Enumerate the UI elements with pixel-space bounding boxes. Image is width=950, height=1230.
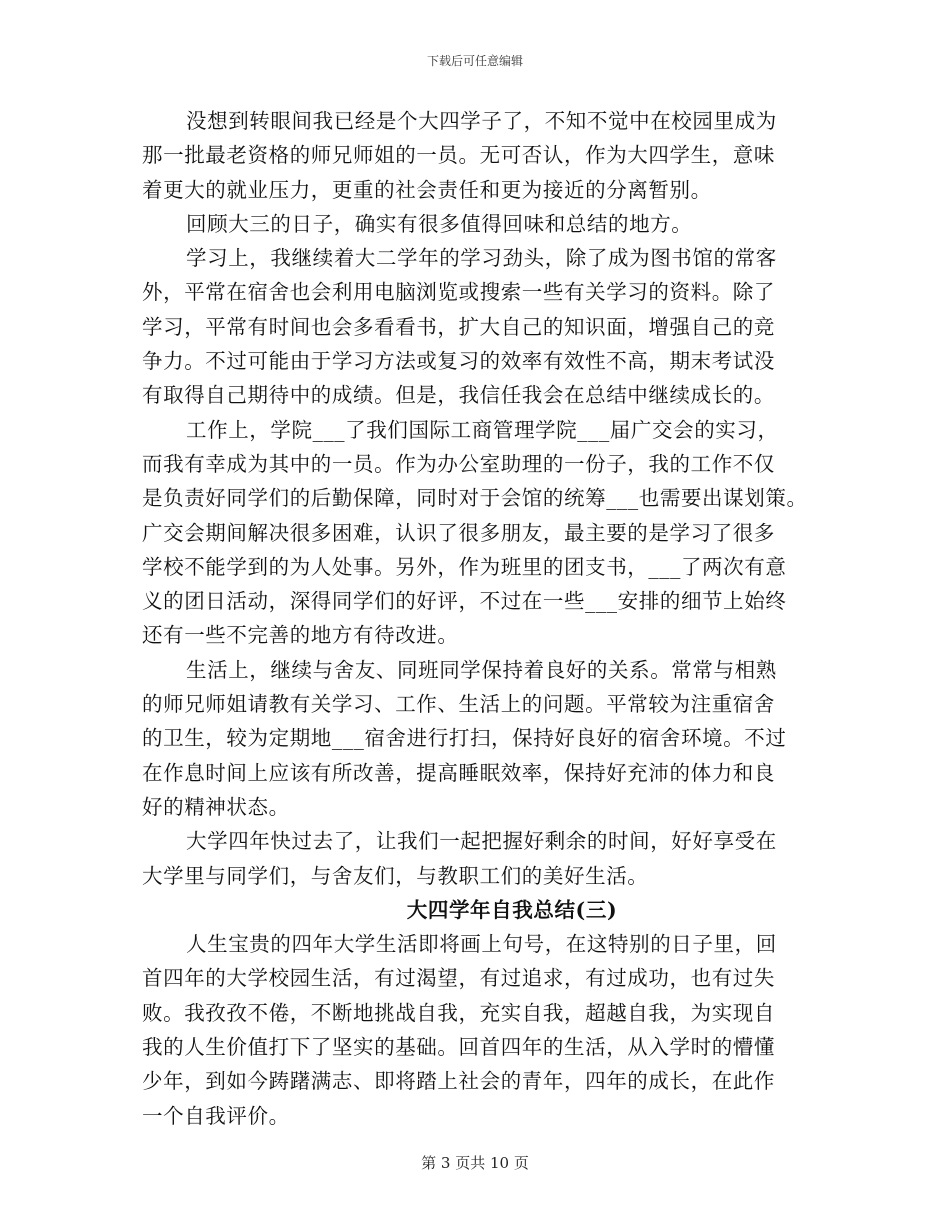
text-line: 学习上，我继续着大二学年的学习劲头，除了成为图书馆的常客 xyxy=(186,246,777,271)
text-line: 广交会期间解决很多困难，认识了很多朋友，最主要的是学习了很多 xyxy=(142,520,775,545)
text-line: 首四年的大学校园生活，有过渴望，有过追求，有过成功，也有过失 xyxy=(142,966,775,991)
page-number-footer: 第 3 页共 10 页 xyxy=(421,1154,529,1172)
text-line: 大学四年快过去了，让我们一起把握好剩余的时间，好好享受在 xyxy=(186,829,777,854)
text-line: 败。我孜孜不倦，不断地挑战自我，充实自我，超越自我，为实现自 xyxy=(142,1000,775,1025)
text-line: 还有一些不完善的地方有待改进。 xyxy=(142,623,459,648)
text-line: 义的团日活动，深得同学们的好评，不过在一些___安排的细节上始终 xyxy=(142,589,787,614)
text-line: 我的人生价值打下了坚实的基础。回首四年的生活，从入学时的懵懂 xyxy=(142,1035,775,1060)
text-line: 大学里与同学们，与舍友们，与教职工们的美好生活。 xyxy=(142,863,649,888)
text-line: 回顾大三的日子，确实有很多值得回味和总结的地方。 xyxy=(186,211,693,236)
text-line: 是负责好同学们的后勤保障，同时对于会馆的统筹___也需要出谋划策。 xyxy=(142,486,808,511)
text-line: 着更大的就业压力，更重的社会责任和更为接近的分离暂别。 xyxy=(142,177,712,202)
text-line: 没想到转眼间我已经是个大四学子了，不知不觉中在校园里成为 xyxy=(186,109,777,133)
text-line: 少年，到如今踌躇满志、即将踏上社会的青年，四年的成长，在此作 xyxy=(142,1069,775,1094)
section-heading: 大四学年自我总结(三) xyxy=(406,897,618,922)
text-line: 一个自我评价。 xyxy=(142,1103,290,1128)
text-line: 人生宝贵的四年大学生活即将画上句号，在这特别的日子里，回 xyxy=(186,932,777,957)
text-line: 在作息时间上应该有所改善，提高睡眠效率，保持好充沛的体力和良 xyxy=(142,760,775,785)
text-line: 那一批最老资格的师兄师姐的一员。无可否认，作为大四学生，意味 xyxy=(142,143,775,168)
document-body xyxy=(142,104,822,1133)
text-line: 而我有幸成为其中的一员。作为办公室助理的一份子，我的工作不仅 xyxy=(142,451,775,476)
page-header-note: 下载后可任意编辑 xyxy=(426,54,523,68)
text-line: 生活上，继续与舍友、同班同学保持着良好的关系。常常与相熟 xyxy=(186,657,777,682)
text-line: 争力。不过可能由于学习方法或复习的效率有效性不高，期末考试没 xyxy=(142,349,775,374)
text-line: 学校不能学到的为人处事。另外，作为班里的团支书，___了两次有意 xyxy=(142,554,787,579)
text-line: 的卫生，较为定期地___宿舍进行打扫，保持好良好的宿舍环境。不过 xyxy=(142,726,787,751)
text-line: 的师兄师姐请教有关学习、工作、生活上的问题。平常较为注重宿舍 xyxy=(142,692,775,717)
text-line: 学习，平常有时间也会多看看书，扩大自己的知识面，增强自己的竞 xyxy=(142,314,775,339)
text-line: 外，平常在宿舍也会利用电脑浏览或搜索一些有关学习的资料。除了 xyxy=(142,280,775,305)
text-line: 工作上，学院___了我们国际工商管理学院___届广交会的实习， xyxy=(186,417,779,442)
text-line: 好的精神状态。 xyxy=(142,794,290,819)
text-line: 有取得自己期待中的成绩。但是，我信任我会在总结中继续成长的。 xyxy=(142,383,775,408)
